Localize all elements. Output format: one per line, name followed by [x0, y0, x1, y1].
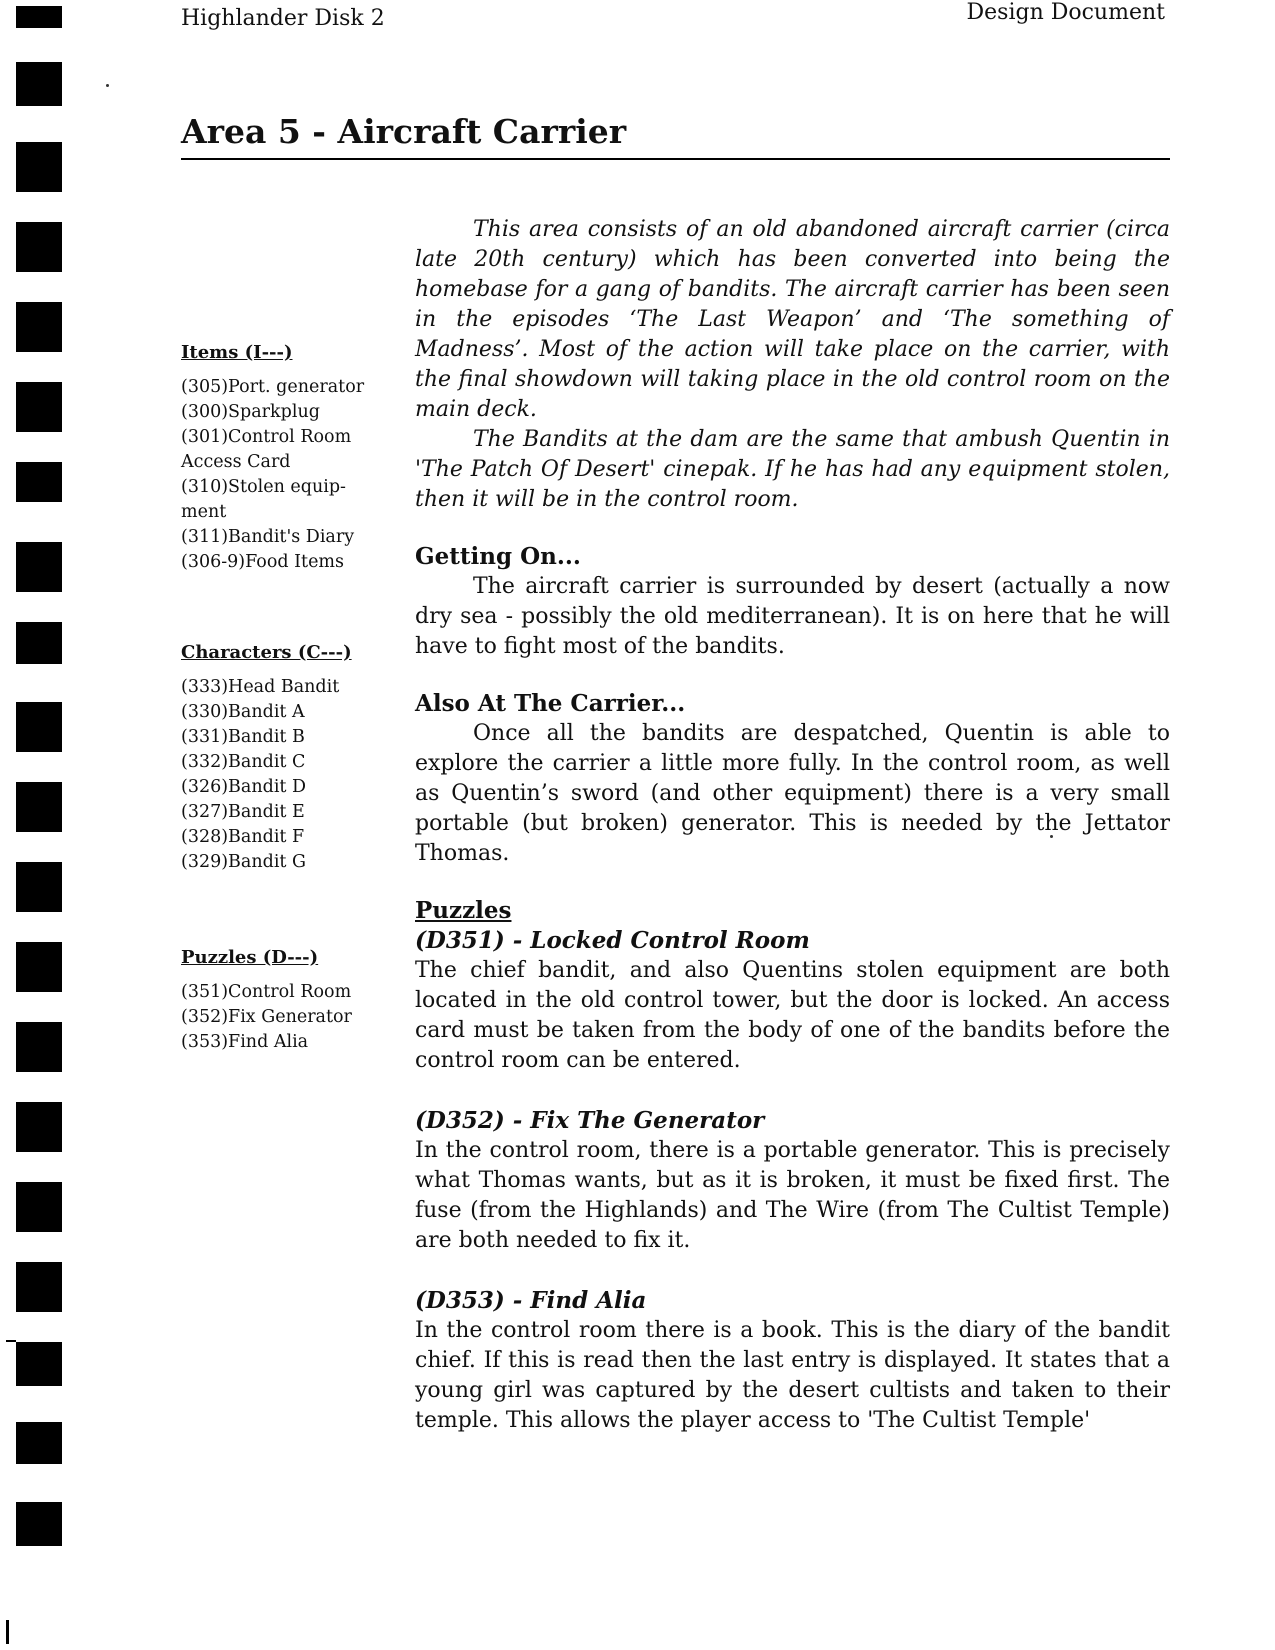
section-heading: Also At The Carrier...: [415, 690, 686, 717]
items-heading: Items (I---): [181, 342, 293, 363]
title-rule: [181, 158, 1170, 160]
binding-hole: [16, 62, 62, 106]
binding-hole: [16, 1342, 62, 1386]
list-item: (333)Head Bandit: [181, 677, 340, 697]
list-item: (311)Bandit's Diary: [181, 527, 355, 547]
list-item: (329)Bandit G: [181, 852, 306, 872]
binding-hole: [16, 1102, 62, 1152]
binding-hole: [16, 862, 62, 912]
binding-hole: [16, 1422, 62, 1464]
puzzle-title: (D352) - Fix The Generator: [415, 1107, 765, 1134]
scan-speck: [106, 84, 109, 87]
binding-hole: [16, 222, 62, 272]
main-content: [415, 215, 1170, 1436]
list-item: (351)Control Room: [181, 982, 352, 1002]
binding-hole: [16, 1502, 62, 1546]
puzzle-text: In the control room there is a book. This is the diary of the bandit chief. If this is read then the last entry is displayed. It states that a young girl was captured by the desert cultists and taken to their temple. This allows the player access to 'The Cultist Temple': [415, 1318, 1170, 1433]
binding-hole: [16, 622, 62, 664]
section-heading: Puzzles: [415, 897, 512, 924]
puzzle-title: (D353) - Find Alia: [415, 1287, 647, 1314]
list-item: (300)Sparkplug: [181, 402, 320, 422]
list-item: (328)Bandit F: [181, 827, 305, 847]
intro-paragraph: The Bandits at the dam are the same that ambush Quentin in 'The Patch Of Desert' cinepak. If he has had any equipment stolen, then it will be in the control room.: [415, 427, 1170, 512]
section-text: The aircraft carrier is surrounded by desert (actually a now dry sea - possibly the old mediterranean). It is on here that he will have to fight most of the bandits.: [415, 574, 1170, 659]
binding-hole: [16, 462, 62, 502]
binding-hole: [16, 142, 62, 192]
binding-hole: [16, 1262, 62, 1312]
header-doc-type: Design Document: [966, 0, 1165, 25]
binding-hole: [16, 382, 62, 432]
list-item: (332)Bandit C: [181, 752, 306, 772]
binding-hole: [16, 302, 62, 352]
list-item: (353)Find Alia: [181, 1032, 309, 1052]
characters-heading: Characters (C---): [181, 642, 352, 663]
page-title: Area 5 - Aircraft Carrier: [181, 112, 627, 151]
puzzle-entry: [415, 1286, 1170, 1436]
characters-list: [181, 675, 391, 875]
section-text: Once all the bandits are despatched, Quentin is able to explore the carrier a little more fully. In the control room, as well as Quentin’s sword (and other equipment) there is a very small portable (but broken) generator. This is needed by the Jettator Thomas.: [415, 721, 1170, 866]
section-heading: Getting On...: [415, 543, 581, 570]
also-at-section: [415, 689, 1170, 869]
puzzles-index-list: [181, 980, 391, 1055]
puzzle-entry: [415, 926, 1170, 1076]
puzzles-section: [415, 896, 1170, 1436]
list-item: (301)Control Room Access Card: [181, 427, 352, 472]
binding-hole: [16, 1022, 62, 1072]
puzzle-entry: [415, 1106, 1170, 1256]
puzzle-title: (D351) - Locked Control Room: [415, 927, 810, 954]
items-list: [181, 375, 391, 575]
intro-section: [415, 215, 1170, 515]
list-item: (305)Port. generator: [181, 377, 365, 397]
list-item: (330)Bandit A: [181, 702, 305, 722]
puzzle-text: In the control room, there is a portable generator. This is precisely what Thomas wants, but as it is broken, it must be fixed first. The fuse (from the Highlands) and The Wire (from The Cultist Temple) are both needed to fix it.: [415, 1138, 1170, 1253]
intro-paragraph: This area consists of an old abandoned aircraft carrier (circa late 20th century) which has been converted into being the homebase for a gang of bandits. The aircraft carrier has been seen in the episodes ‘The Last Weapon’ and ‘The something of Madness’. Most of the action will take place on the carrier, with the final showdown will taking place in the old control room on the main deck.: [415, 217, 1170, 422]
binding-hole: [16, 6, 62, 28]
getting-on-section: [415, 542, 1170, 662]
binding-hole: [16, 942, 62, 992]
puzzles-index-heading: Puzzles (D---): [181, 947, 319, 968]
binding-edge: [0, 0, 70, 1650]
binding-tick: [6, 1340, 16, 1342]
list-item: (331)Bandit B: [181, 727, 305, 747]
header-title: Highlander Disk 2: [181, 6, 385, 31]
list-item: (326)Bandit D: [181, 777, 307, 797]
binding-tick: [6, 1620, 9, 1644]
list-item: (306-9)Food Items: [181, 552, 345, 572]
sidebar: [181, 340, 391, 1055]
binding-hole: [16, 1182, 62, 1232]
list-item: (310)Stolen equip-ment: [181, 477, 346, 522]
binding-hole: [16, 702, 62, 752]
list-item: (327)Bandit E: [181, 802, 305, 822]
puzzle-text: The chief bandit, and also Quentins stolen equipment are both located in the old control tower, but the door is locked. An access card must be taken from the body of one of the bandits before the control room can be entered.: [415, 958, 1170, 1073]
binding-hole: [16, 782, 62, 832]
binding-hole: [16, 542, 62, 592]
list-item: (352)Fix Generator: [181, 1007, 352, 1027]
